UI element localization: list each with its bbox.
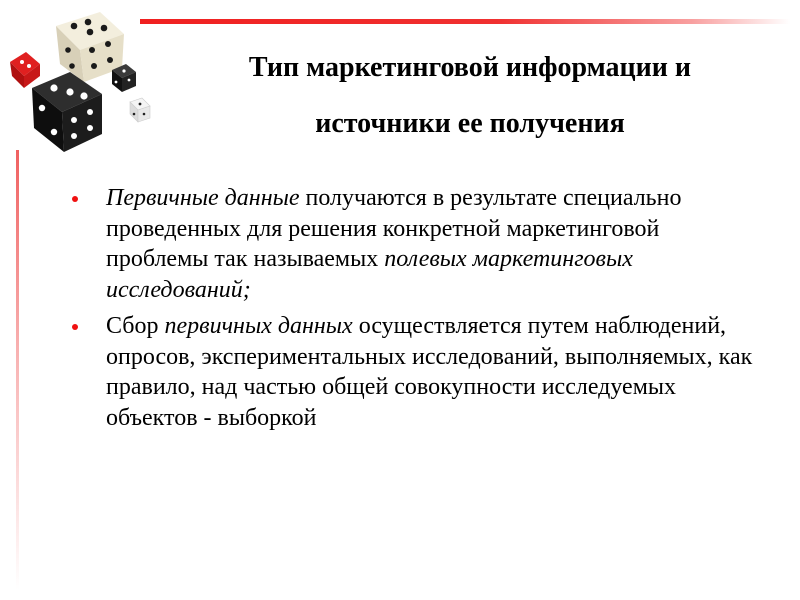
bullet-text: Сбор xyxy=(106,313,165,339)
title-line-1: Тип маркетинговой информации и xyxy=(248,52,692,83)
bullet-item-primary-data xyxy=(72,183,762,305)
term-primary-data: первичных данных xyxy=(164,313,353,339)
bullet-dot-icon xyxy=(72,324,78,330)
bullet-list xyxy=(72,183,762,439)
dice-icon xyxy=(4,4,154,154)
bullet-dot-icon xyxy=(72,196,78,202)
term-primary-data: Первичные данные xyxy=(106,185,300,211)
term-field-research: полевых маркетинговых исследований; xyxy=(106,246,633,303)
top-decorative-line xyxy=(140,19,790,24)
left-decorative-line xyxy=(16,150,19,590)
slide-title xyxy=(160,40,780,152)
bullet-text: получаются в результате специально проведенных для решения конкретной маркетинговой проблемы так называемых xyxy=(106,185,682,272)
tiny-white-die-icon xyxy=(130,98,150,122)
bullet-item-collection xyxy=(72,311,762,433)
black-die-icon xyxy=(32,72,102,152)
title-line-2: источники ее получения xyxy=(315,108,625,139)
bullet-text: осуществляется путем наблюдений, опросов, экспериментальных исследований, выполняемых, как правило, над частью общей совокупности исследуемых объектов - выборкой xyxy=(106,313,753,431)
red-die-icon xyxy=(10,52,40,88)
